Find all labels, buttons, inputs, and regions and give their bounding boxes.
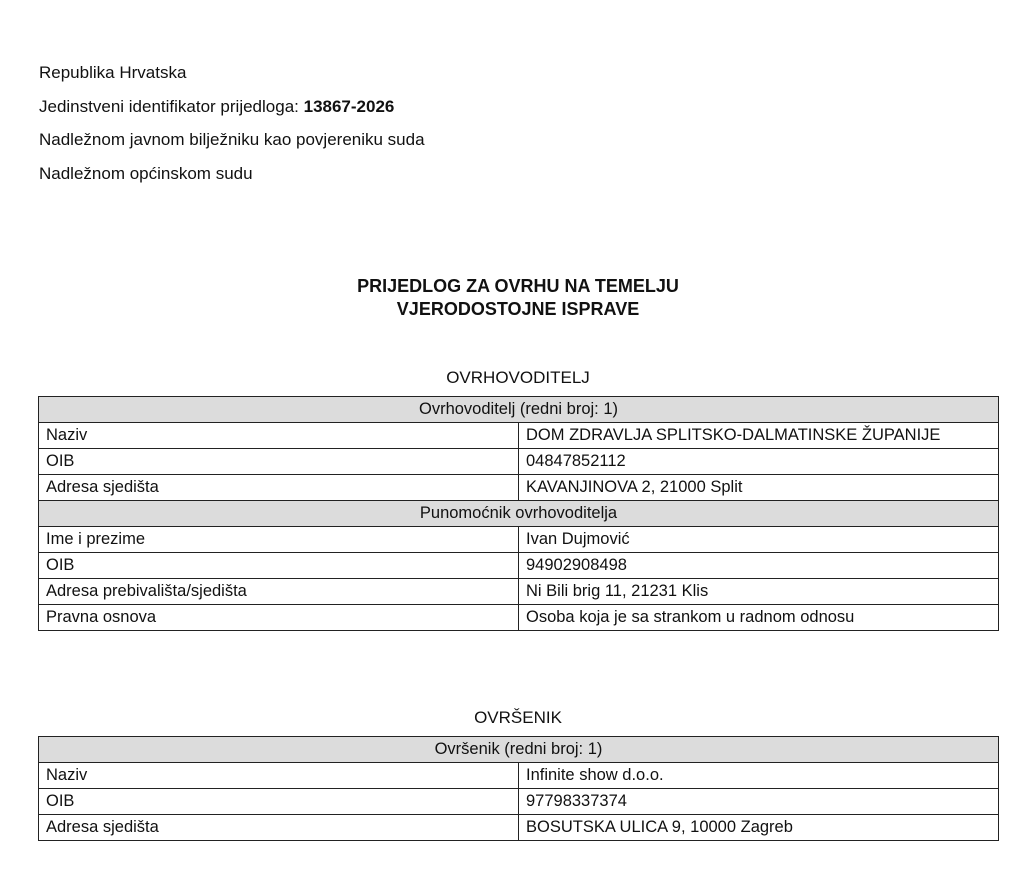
table-row xyxy=(39,789,999,815)
field-value: 94902908498 xyxy=(519,553,999,579)
debtor-group-title: Ovršenik (redni broj: 1) xyxy=(39,737,999,763)
table-row xyxy=(39,605,999,631)
field-value: Ivan Dujmović xyxy=(519,527,999,553)
field-label: Naziv xyxy=(39,423,519,449)
country-line: Republika Hrvatska xyxy=(39,63,187,82)
field-value: DOM ZDRAVLJA SPLITSKO-DALMATINSKE ŽUPANIJE xyxy=(519,423,999,449)
identifier-value: 13867-2026 xyxy=(303,96,395,116)
field-label: Naziv xyxy=(39,763,519,789)
document-title xyxy=(0,275,1024,321)
addressee-court: Nadležnom općinskom sudu xyxy=(39,163,253,183)
table-group-row xyxy=(39,501,999,527)
field-label: OIB xyxy=(39,789,519,815)
document-title-line-1: PRIJEDLOG ZA OVRHU NA TEMELJU xyxy=(357,276,679,296)
addressee-notary: Nadležnom javnom bilježniku kao povjereniku suda xyxy=(39,130,425,149)
field-label: Adresa sjedišta xyxy=(39,475,519,501)
field-label: Adresa sjedišta xyxy=(39,815,519,841)
field-label: OIB xyxy=(39,449,519,475)
table-group-row xyxy=(39,737,999,763)
debtor-table xyxy=(38,736,999,841)
proxy-group-title: Punomoćnik ovrhovoditelja xyxy=(39,501,999,527)
field-label: Ime i prezime xyxy=(39,527,519,553)
table-row xyxy=(39,763,999,789)
table-row xyxy=(39,527,999,553)
field-value: BOSUTSKA ULICA 9, 10000 Zagreb xyxy=(519,815,999,841)
document-header xyxy=(39,56,425,190)
creditor-group-title: Ovrhovoditelj (redni broj: 1) xyxy=(39,397,999,423)
table-row xyxy=(39,449,999,475)
identifier-label: Jedinstveni identifikator prijedloga: xyxy=(39,96,299,116)
table-row xyxy=(39,423,999,449)
table-group-row xyxy=(39,397,999,423)
table-row xyxy=(39,815,999,841)
creditor-section-title: OVRHOVODITELJ xyxy=(446,368,590,387)
field-value: 04847852112 xyxy=(519,449,999,475)
field-value: Osoba koja je sa strankom u radnom odnosu xyxy=(519,605,999,631)
field-label: OIB xyxy=(39,553,519,579)
creditor-table xyxy=(38,396,999,631)
table-row xyxy=(39,553,999,579)
field-label: Pravna osnova xyxy=(39,605,519,631)
identifier-line xyxy=(39,90,425,124)
field-label: Adresa prebivališta/sjedišta xyxy=(39,579,519,605)
field-value: Infinite show d.o.o. xyxy=(519,763,999,789)
table-row xyxy=(39,475,999,501)
table-row xyxy=(39,579,999,605)
field-value: 97798337374 xyxy=(519,789,999,815)
field-value: KAVANJINOVA 2, 21000 Split xyxy=(519,475,999,501)
document-title-line-2: VJERODOSTOJNE ISPRAVE xyxy=(396,299,640,319)
debtor-section-title: OVRŠENIK xyxy=(474,708,562,727)
field-value: Ni Bili brig 11, 21231 Klis xyxy=(519,579,999,605)
